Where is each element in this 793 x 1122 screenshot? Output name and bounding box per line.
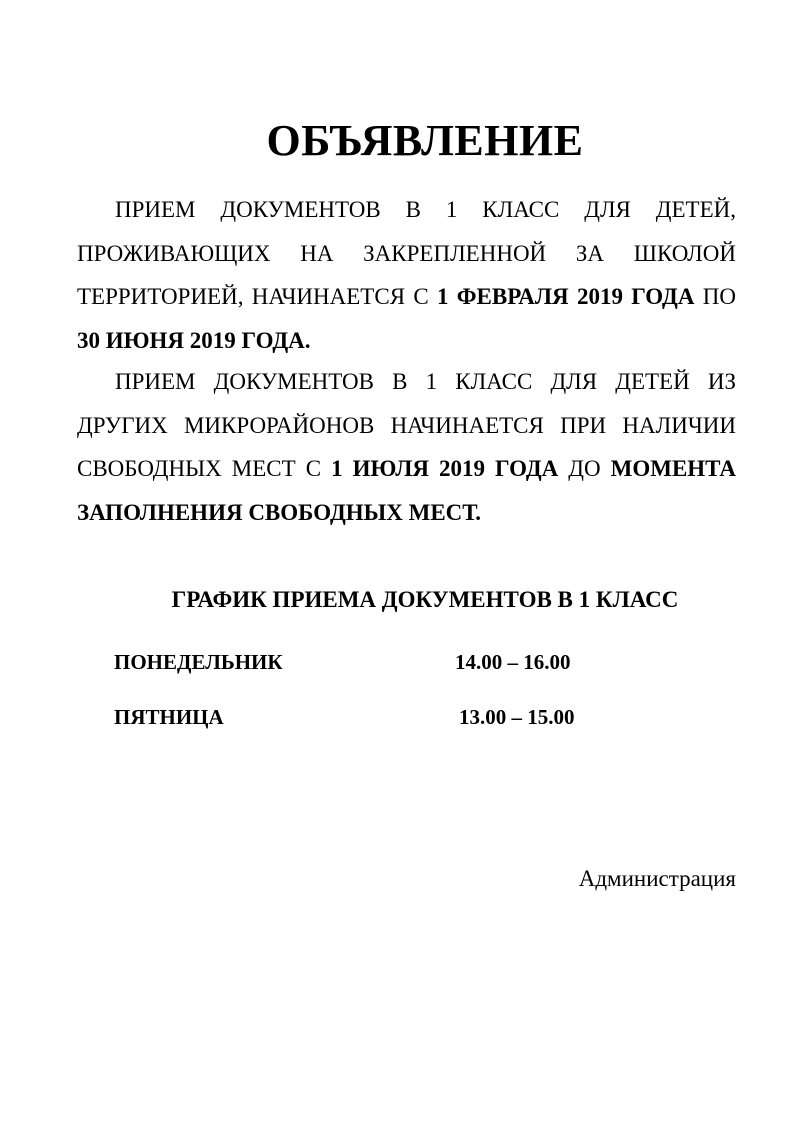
paragraph-text: ДО xyxy=(558,456,611,481)
schedule-time: 13.00 – 15.00 xyxy=(459,705,575,729)
signature: Администрация xyxy=(578,866,736,891)
paragraph-admission-other xyxy=(77,360,736,534)
page-title: ОБЪЯВЛЕНИЕ xyxy=(266,116,584,165)
paragraph-text: ПРИЕМ ДОКУМЕНТОВ В 1 КЛАСС ДЛЯ ДЕТЕЙ, ПРОЖИВАЮЩИХ НА ЗАКРЕПЛЕННОЙ ЗА ШКОЛОЙ ТЕРРИТОРИЕЙ, НАЧИНАЕТСЯ С xyxy=(77,197,736,309)
paragraph-text: ПРИЕМ ДОКУМЕНТОВ В 1 КЛАСС ДЛЯ ДЕТЕЙ ИЗ ДРУГИХ МИКРОРАЙОНОВ НАЧИНАЕТСЯ ПРИ НАЛИЧИИ СВОБОДНЫХ МЕСТ С xyxy=(77,369,736,481)
paragraph-bold-text: МОМЕНТА ЗАПОЛНЕНИЯ СВОБОДНЫХ МЕСТ. xyxy=(77,456,736,525)
schedule-title: ГРАФИК ПРИЕМА ДОКУМЕНТОВ В 1 КЛАСС xyxy=(171,587,679,612)
schedule-time: 14.00 – 16.00 xyxy=(455,650,571,674)
paragraph-text: ПО xyxy=(694,284,736,309)
paragraph-bold-date: 1 ФЕВРАЛЯ 2019 ГОДА xyxy=(436,284,695,309)
schedule-day: ПЯТНИЦА xyxy=(114,705,224,729)
paragraph-bold-date: 1 ИЮЛЯ 2019 ГОДА xyxy=(331,456,559,481)
paragraph-admission-local xyxy=(77,188,736,362)
paragraph-bold-date: 30 ИЮНЯ 2019 ГОДА. xyxy=(77,327,311,353)
schedule-day: ПОНЕДЕЛЬНИК xyxy=(114,650,283,674)
